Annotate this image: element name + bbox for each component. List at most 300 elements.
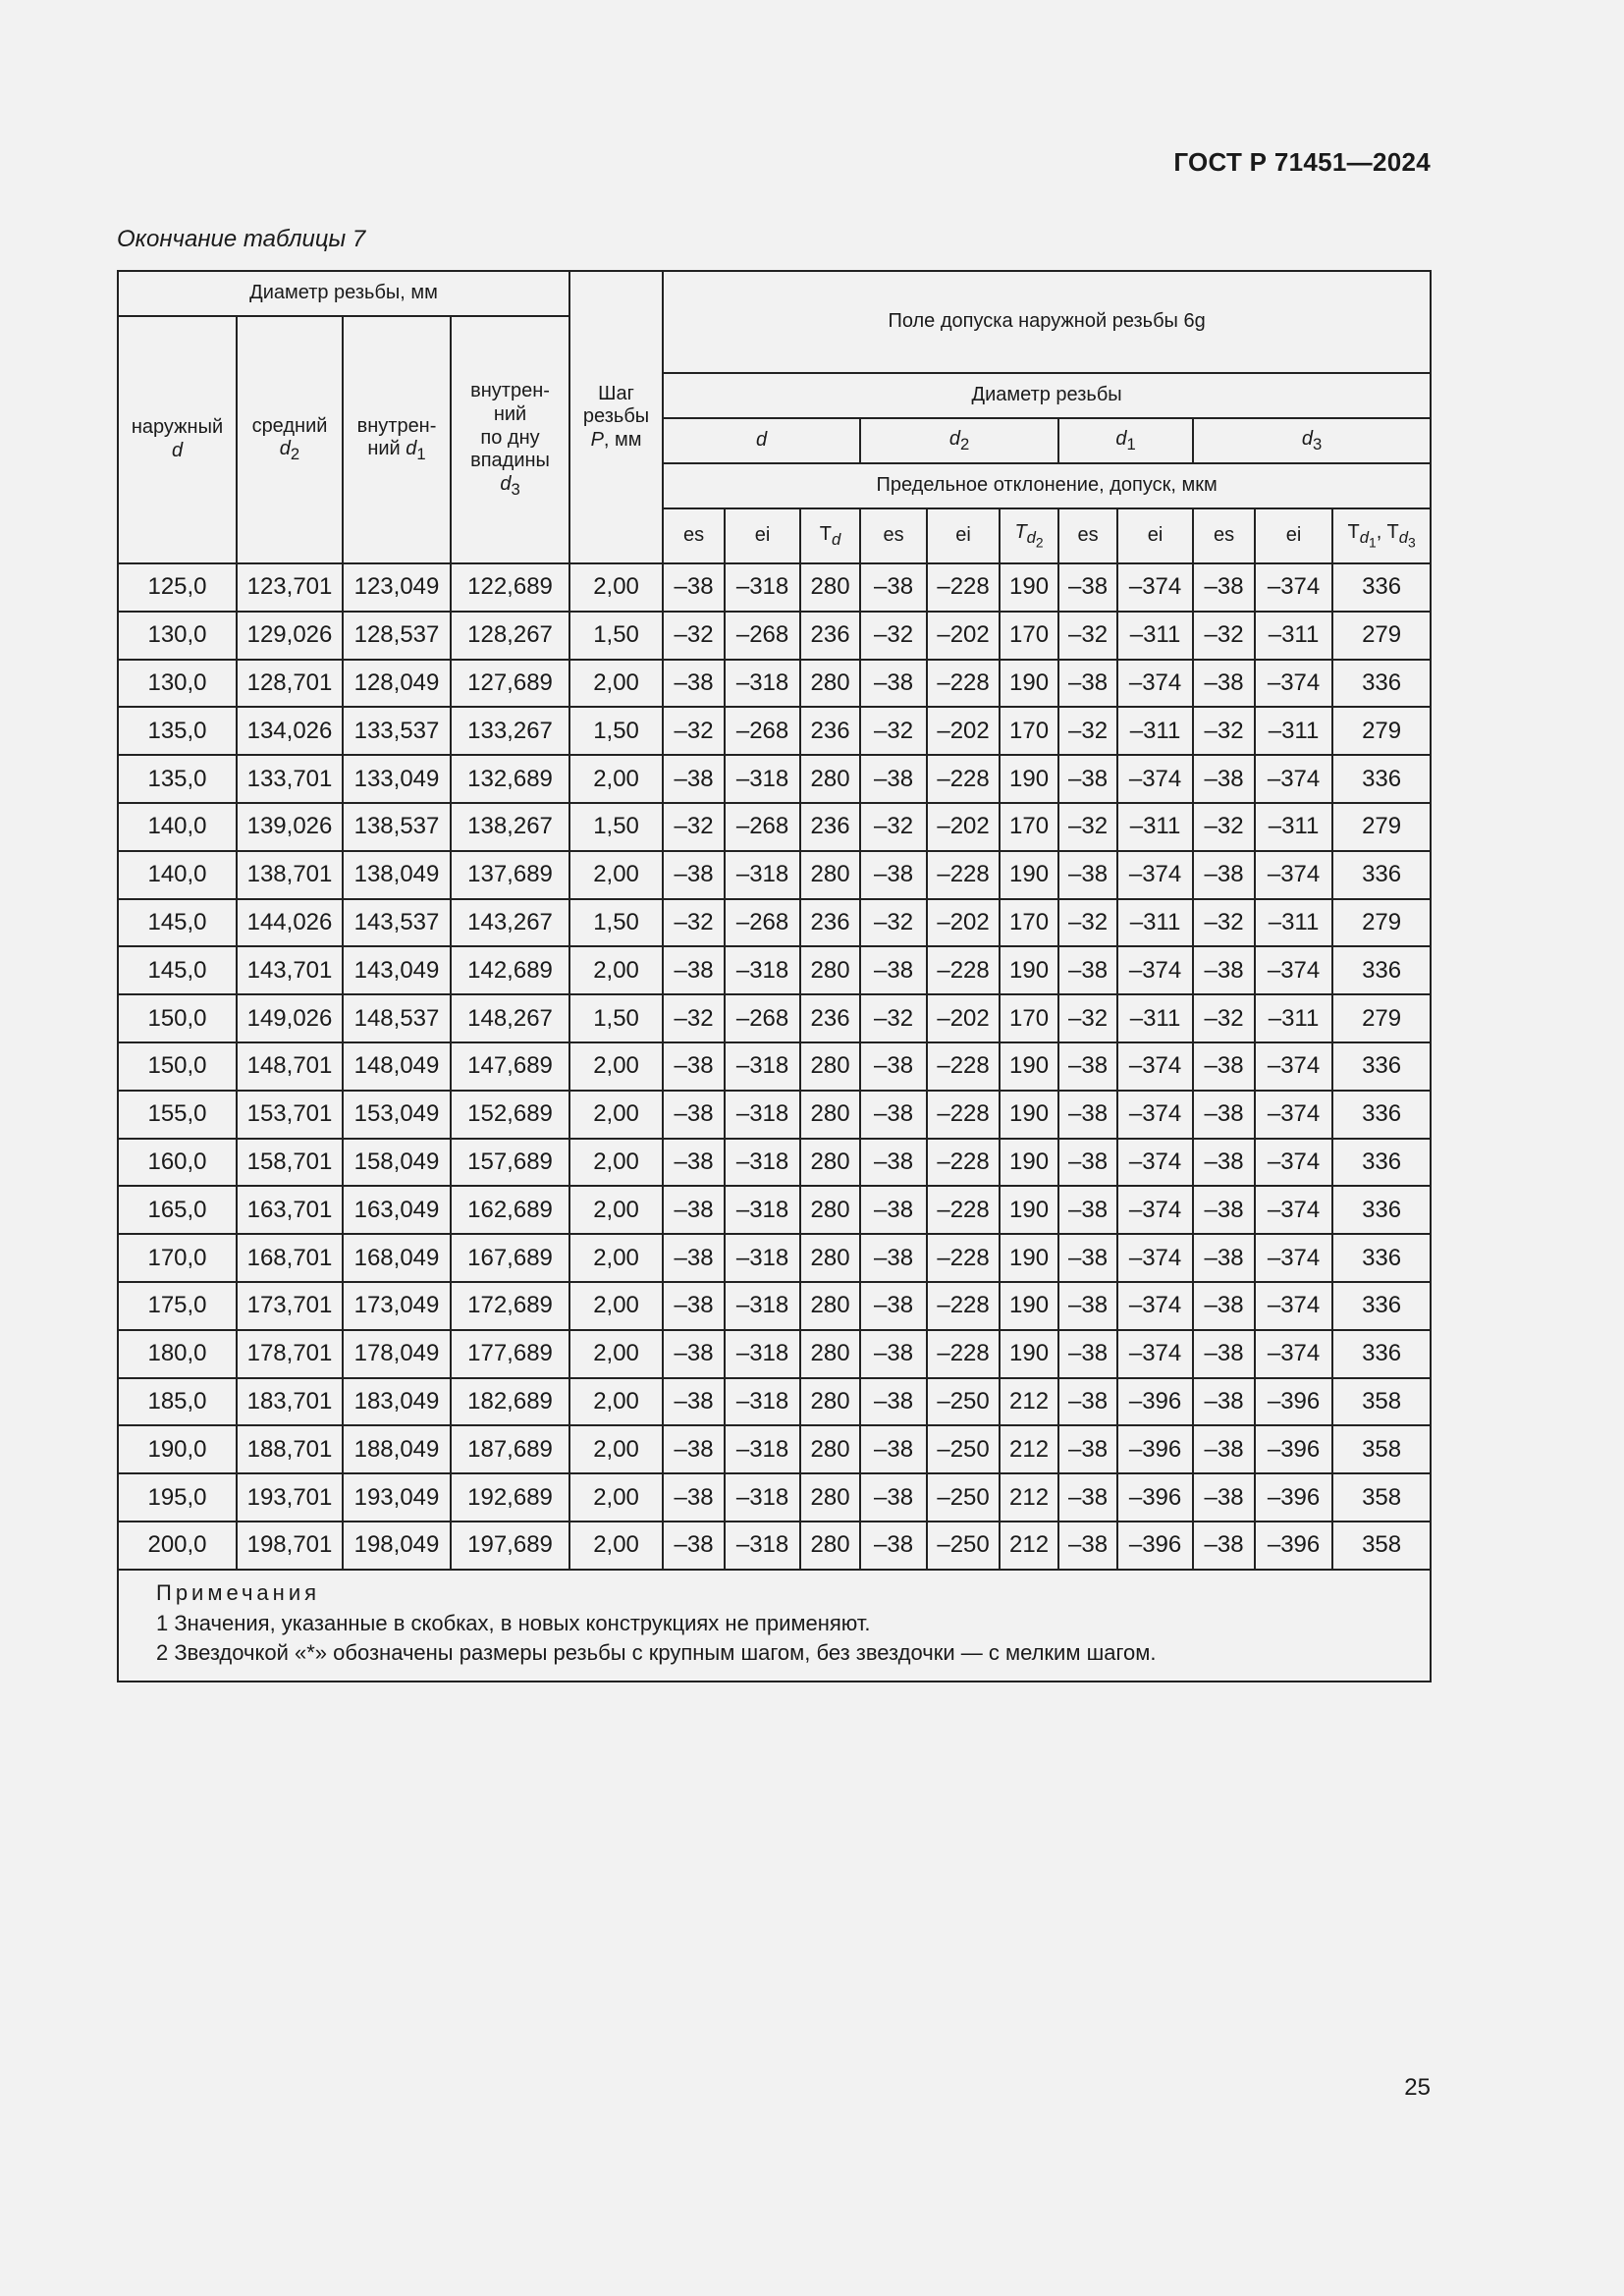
table-cell: 2,00 (569, 1425, 663, 1473)
table-cell: –374 (1117, 946, 1193, 994)
notes-block (118, 1570, 1431, 1682)
table-cell: –374 (1255, 1234, 1332, 1282)
table-cell: –374 (1117, 851, 1193, 899)
table-cell: –38 (663, 1186, 725, 1234)
table-cell: –38 (663, 1139, 725, 1187)
table-cell: 147,689 (451, 1042, 569, 1091)
table-cell: 336 (1332, 1139, 1431, 1187)
table-cell: –228 (927, 1330, 1000, 1378)
header-sub-d: d (663, 418, 860, 463)
table-cell: 2,00 (569, 946, 663, 994)
table-cell: –38 (1058, 851, 1117, 899)
table-row (118, 1186, 1431, 1234)
table-cell: 336 (1332, 946, 1431, 994)
table-cell: –38 (860, 563, 927, 612)
table-cell: 280 (800, 1378, 860, 1426)
table-cell: –396 (1117, 1473, 1193, 1522)
table-cell: 128,537 (343, 612, 451, 660)
table-cell: 280 (800, 1186, 860, 1234)
table-cell: –374 (1117, 1330, 1193, 1378)
table-cell: 190,0 (118, 1425, 237, 1473)
table-cell: –38 (860, 1425, 927, 1473)
table-cell: 130,0 (118, 660, 237, 708)
table-cell: –38 (1058, 1091, 1117, 1139)
table-cell: –38 (663, 755, 725, 803)
table-body (118, 563, 1431, 1570)
table-cell: 149,026 (237, 994, 343, 1042)
table-cell: 178,701 (237, 1330, 343, 1378)
table-cell: 280 (800, 1234, 860, 1282)
table-cell: –38 (860, 1186, 927, 1234)
table-cell: 1,50 (569, 612, 663, 660)
table-cell: 148,267 (451, 994, 569, 1042)
table-cell: 190 (1000, 851, 1058, 899)
header-Td2: $T_{d_2}$ (1000, 508, 1058, 563)
table-cell: 336 (1332, 1091, 1431, 1139)
table-cell: 132,689 (451, 755, 569, 803)
table-row (118, 660, 1431, 708)
table-cell: 128,049 (343, 660, 451, 708)
table-cell: 212 (1000, 1378, 1058, 1426)
table-cell: –374 (1255, 1042, 1332, 1091)
table-cell: 178,049 (343, 1330, 451, 1378)
table-cell: 167,689 (451, 1234, 569, 1282)
table-cell: 139,026 (237, 803, 343, 851)
table-cell: –38 (663, 1522, 725, 1570)
table-cell: –396 (1117, 1425, 1193, 1473)
table-caption: Окончание таблицы 7 (117, 226, 366, 252)
table-cell: 143,049 (343, 946, 451, 994)
table-cell: 150,0 (118, 1042, 237, 1091)
table-cell: –228 (927, 1139, 1000, 1187)
table-cell: –250 (927, 1522, 1000, 1570)
table-cell: 2,00 (569, 1091, 663, 1139)
table-cell: –374 (1255, 851, 1332, 899)
table-cell: 2,00 (569, 1282, 663, 1330)
table-cell: –38 (860, 660, 927, 708)
table-cell: –396 (1255, 1473, 1332, 1522)
table-cell: –38 (860, 1378, 927, 1426)
note-item: 1 Значения, указанные в скобках, в новых конструкциях не применяют. (156, 1610, 871, 1635)
header-inner-diameter: внутрен- ний $d_1$ (343, 316, 451, 563)
page-number: 25 (1404, 2074, 1431, 2101)
table-cell: –374 (1255, 1139, 1332, 1187)
header-es: es (860, 508, 927, 563)
table-cell: –396 (1255, 1378, 1332, 1426)
table-cell: –38 (860, 1234, 927, 1282)
table-cell: 140,0 (118, 851, 237, 899)
table-cell: –311 (1117, 994, 1193, 1042)
table-cell: 192,689 (451, 1473, 569, 1522)
table-cell: –228 (927, 755, 1000, 803)
table-cell: –318 (725, 1425, 800, 1473)
table-cell: 236 (800, 612, 860, 660)
table-cell: –318 (725, 1378, 800, 1426)
table-cell: 279 (1332, 899, 1431, 947)
table-cell: –32 (1193, 994, 1255, 1042)
table-cell: –228 (927, 946, 1000, 994)
table-cell: –374 (1255, 660, 1332, 708)
table-cell: –374 (1117, 1234, 1193, 1282)
table-cell: –396 (1255, 1522, 1332, 1570)
table-cell: –311 (1255, 803, 1332, 851)
table-cell: –311 (1255, 994, 1332, 1042)
table-cell: –228 (927, 563, 1000, 612)
table-cell: –32 (663, 707, 725, 755)
table-cell: –38 (663, 660, 725, 708)
table-cell: 170 (1000, 899, 1058, 947)
table-cell: –311 (1117, 803, 1193, 851)
table-cell: 127,689 (451, 660, 569, 708)
table-cell: –268 (725, 899, 800, 947)
table-cell: 279 (1332, 803, 1431, 851)
table-cell: –38 (663, 1091, 725, 1139)
table-cell: 280 (800, 1139, 860, 1187)
table-cell: 212 (1000, 1473, 1058, 1522)
table-cell: 198,701 (237, 1522, 343, 1570)
note-item: 2 Звездочкой «*» обозначены размеры резьбы с крупным шагом, без звездочки — с мелким шагом. (156, 1640, 1157, 1666)
table-cell: –38 (1193, 1186, 1255, 1234)
table-row (118, 1425, 1431, 1473)
header-tolerance-field: Поле допуска наружной резьбы 6g (663, 271, 1431, 373)
table-cell: 162,689 (451, 1186, 569, 1234)
table-cell: –32 (663, 612, 725, 660)
table-cell: –374 (1255, 946, 1332, 994)
table-cell: 190 (1000, 1042, 1058, 1091)
table-cell: 175,0 (118, 1282, 237, 1330)
table-cell: –38 (1058, 1330, 1117, 1378)
table-cell: 2,00 (569, 1330, 663, 1378)
header-inner-root-diameter: внутрен- ний по дну впадины $d_3$ (451, 316, 569, 563)
table-cell: –318 (725, 1139, 800, 1187)
table-cell: –396 (1255, 1425, 1332, 1473)
table-cell: –38 (1193, 1091, 1255, 1139)
table-cell: 168,049 (343, 1234, 451, 1282)
header-es: es (663, 508, 725, 563)
table-cell: 2,00 (569, 755, 663, 803)
table-cell: –38 (1058, 660, 1117, 708)
table-cell: –32 (1058, 803, 1117, 851)
table-row (118, 899, 1431, 947)
table-cell: –32 (860, 994, 927, 1042)
table-cell: 170,0 (118, 1234, 237, 1282)
table-cell: –228 (927, 851, 1000, 899)
table-cell: 133,267 (451, 707, 569, 755)
table-cell: 157,689 (451, 1139, 569, 1187)
table-cell: –318 (725, 1234, 800, 1282)
thread-tolerance-table (117, 270, 1432, 1682)
table-cell: 183,049 (343, 1378, 451, 1426)
table-cell: –318 (725, 1186, 800, 1234)
table-row (118, 1378, 1431, 1426)
header-ei: ei (725, 508, 800, 563)
notes-title: Примечания (156, 1579, 321, 1605)
table-cell: –228 (927, 1186, 1000, 1234)
table-cell: –374 (1117, 660, 1193, 708)
table-cell: –38 (1058, 946, 1117, 994)
table-row (118, 1042, 1431, 1091)
table-cell: 172,689 (451, 1282, 569, 1330)
table-cell: –374 (1117, 1042, 1193, 1091)
table-cell: 170 (1000, 612, 1058, 660)
table-cell: 2,00 (569, 660, 663, 708)
table-cell: –38 (860, 755, 927, 803)
table-cell: 280 (800, 1282, 860, 1330)
table-cell: 185,0 (118, 1378, 237, 1426)
table-cell: 142,689 (451, 946, 569, 994)
table-cell: 2,00 (569, 1186, 663, 1234)
table-cell: –374 (1255, 1282, 1332, 1330)
table-cell: 182,689 (451, 1378, 569, 1426)
table-cell: –32 (663, 994, 725, 1042)
table-cell: 180,0 (118, 1330, 237, 1378)
table-cell: 137,689 (451, 851, 569, 899)
table-cell: 190 (1000, 1186, 1058, 1234)
table-cell: 177,689 (451, 1330, 569, 1378)
table-cell: –38 (1058, 1042, 1117, 1091)
table-cell: –32 (1193, 707, 1255, 755)
table-cell: –38 (1193, 1378, 1255, 1426)
table-cell: –32 (663, 899, 725, 947)
table-cell: 143,701 (237, 946, 343, 994)
table-cell: 170 (1000, 803, 1058, 851)
table-cell: 336 (1332, 563, 1431, 612)
table-cell: 187,689 (451, 1425, 569, 1473)
table-cell: –202 (927, 994, 1000, 1042)
table-cell: –374 (1117, 1186, 1193, 1234)
table-cell: 280 (800, 946, 860, 994)
header-Td: $T_d$ (800, 508, 860, 563)
table-cell: –38 (663, 1042, 725, 1091)
table-cell: –311 (1255, 612, 1332, 660)
table-cell: 170 (1000, 707, 1058, 755)
table-cell: 212 (1000, 1425, 1058, 1473)
header-Td1-Td3: $T_{d_1}$, $T_{d_3}$ (1332, 508, 1431, 563)
table-cell: 165,0 (118, 1186, 237, 1234)
table-cell: –396 (1117, 1378, 1193, 1426)
table-cell: 190 (1000, 1330, 1058, 1378)
header-es: es (1058, 508, 1117, 563)
table-cell: –38 (663, 1378, 725, 1426)
table-cell: –228 (927, 1234, 1000, 1282)
table-cell: 190 (1000, 1234, 1058, 1282)
table-row (118, 1282, 1431, 1330)
table-cell: –318 (725, 851, 800, 899)
table-cell: 148,701 (237, 1042, 343, 1091)
table-cell: 153,049 (343, 1091, 451, 1139)
table-cell: –374 (1117, 1139, 1193, 1187)
table-cell: –202 (927, 612, 1000, 660)
table-cell: 193,049 (343, 1473, 451, 1522)
table-cell: –268 (725, 612, 800, 660)
table-cell: 123,049 (343, 563, 451, 612)
table-cell: –38 (1193, 660, 1255, 708)
header-deviation: Предельное отклонение, допуск, мкм (663, 463, 1431, 508)
table-cell: –318 (725, 660, 800, 708)
table-cell: 183,701 (237, 1378, 343, 1426)
table-cell: –32 (860, 612, 927, 660)
header-outer-diameter: наружный d (118, 316, 237, 563)
table-cell: 1,50 (569, 899, 663, 947)
table-cell: –38 (1193, 946, 1255, 994)
table-cell: –318 (725, 1473, 800, 1522)
table-cell: –38 (1193, 1139, 1255, 1187)
table-cell: –202 (927, 899, 1000, 947)
table-cell: 1,50 (569, 707, 663, 755)
table-cell: 236 (800, 707, 860, 755)
table-cell: 163,701 (237, 1186, 343, 1234)
table-cell: 358 (1332, 1378, 1431, 1426)
table-row (118, 1330, 1431, 1378)
table-cell: 280 (800, 851, 860, 899)
table-cell: 336 (1332, 660, 1431, 708)
table-cell: –38 (1193, 1473, 1255, 1522)
table-cell: –311 (1255, 899, 1332, 947)
header-ei: ei (1255, 508, 1332, 563)
table-cell: 153,701 (237, 1091, 343, 1139)
header-sub-d3: $d_3$ (1193, 418, 1431, 463)
table-cell: 145,0 (118, 899, 237, 947)
table-cell: –38 (860, 851, 927, 899)
table-cell: –38 (1193, 563, 1255, 612)
table-cell: –38 (1058, 755, 1117, 803)
table-cell: –32 (1058, 707, 1117, 755)
table-cell: –38 (663, 946, 725, 994)
table-row (118, 1091, 1431, 1139)
table-cell: 200,0 (118, 1522, 237, 1570)
table-cell: 336 (1332, 1234, 1431, 1282)
table-cell: 148,049 (343, 1042, 451, 1091)
table-cell: –38 (860, 1473, 927, 1522)
table-cell: 280 (800, 660, 860, 708)
table-cell: –32 (1058, 612, 1117, 660)
table-cell: 2,00 (569, 563, 663, 612)
table-cell: –32 (860, 899, 927, 947)
table-cell: 138,049 (343, 851, 451, 899)
table-cell: –32 (1193, 612, 1255, 660)
table-cell: –38 (1193, 1425, 1255, 1473)
table-cell: 336 (1332, 755, 1431, 803)
table-cell: –268 (725, 707, 800, 755)
table-cell: –228 (927, 1042, 1000, 1091)
table-cell: 158,049 (343, 1139, 451, 1187)
table-cell: –38 (860, 1282, 927, 1330)
header-sub-d1: $d_1$ (1058, 418, 1193, 463)
table-cell: 158,701 (237, 1139, 343, 1187)
table-cell: 2,00 (569, 1378, 663, 1426)
table-cell: 236 (800, 994, 860, 1042)
table-cell: 188,049 (343, 1425, 451, 1473)
table-cell: –38 (860, 1522, 927, 1570)
table-cell: –32 (1193, 803, 1255, 851)
table-cell: –38 (1058, 1378, 1117, 1426)
table-row (118, 755, 1431, 803)
table-cell: –38 (860, 1330, 927, 1378)
table-cell: 138,537 (343, 803, 451, 851)
table-cell: –38 (1058, 1522, 1117, 1570)
table-cell: –202 (927, 707, 1000, 755)
table-cell: –38 (1193, 1042, 1255, 1091)
table-cell: 236 (800, 899, 860, 947)
table-cell: –374 (1255, 755, 1332, 803)
table-cell: 190 (1000, 563, 1058, 612)
table-cell: –374 (1255, 1186, 1332, 1234)
table-cell: 198,049 (343, 1522, 451, 1570)
table-cell: –38 (663, 851, 725, 899)
header-mid-diameter: средний $d_2$ (237, 316, 343, 563)
table-cell: –38 (860, 1091, 927, 1139)
table-cell: 280 (800, 1425, 860, 1473)
table-cell: 135,0 (118, 707, 237, 755)
table-cell: –318 (725, 1330, 800, 1378)
table-cell: –374 (1117, 755, 1193, 803)
table-cell: –38 (860, 1042, 927, 1091)
table-cell: –311 (1117, 612, 1193, 660)
table-cell: –38 (860, 946, 927, 994)
table-cell: –250 (927, 1378, 1000, 1426)
table-cell: 1,50 (569, 994, 663, 1042)
table-cell: –396 (1117, 1522, 1193, 1570)
table-cell: 2,00 (569, 1234, 663, 1282)
table-cell: 358 (1332, 1473, 1431, 1522)
table-cell: –38 (1193, 851, 1255, 899)
table-cell: 133,049 (343, 755, 451, 803)
table-cell: 133,701 (237, 755, 343, 803)
table-cell: 195,0 (118, 1473, 237, 1522)
table-cell: –38 (663, 1282, 725, 1330)
table-cell: –374 (1117, 1091, 1193, 1139)
table-cell: 173,701 (237, 1282, 343, 1330)
table-cell: 190 (1000, 1091, 1058, 1139)
table-cell: –38 (1193, 755, 1255, 803)
table-cell: 236 (800, 803, 860, 851)
table-row (118, 563, 1431, 612)
table-row (118, 946, 1431, 994)
table-cell: 2,00 (569, 851, 663, 899)
table-cell: 134,026 (237, 707, 343, 755)
table-row (118, 1473, 1431, 1522)
table-cell: 190 (1000, 755, 1058, 803)
table-cell: 358 (1332, 1425, 1431, 1473)
table-cell: 145,0 (118, 946, 237, 994)
table-cell: –38 (1058, 1186, 1117, 1234)
table-row (118, 1139, 1431, 1187)
table-cell: –38 (1193, 1234, 1255, 1282)
header-es: es (1193, 508, 1255, 563)
table-cell: –374 (1117, 563, 1193, 612)
table-cell: –32 (860, 803, 927, 851)
table-cell: 150,0 (118, 994, 237, 1042)
table-cell: –318 (725, 1042, 800, 1091)
table-cell: 197,689 (451, 1522, 569, 1570)
table-cell: –38 (1193, 1522, 1255, 1570)
table-cell: –311 (1117, 707, 1193, 755)
table-cell: –311 (1255, 707, 1332, 755)
table-cell: –374 (1255, 1330, 1332, 1378)
table-cell: –268 (725, 803, 800, 851)
table-row (118, 803, 1431, 851)
table-cell: –38 (663, 1425, 725, 1473)
table-cell: –38 (1058, 563, 1117, 612)
table-cell: 279 (1332, 707, 1431, 755)
table-row (118, 1234, 1431, 1282)
table-cell: 133,537 (343, 707, 451, 755)
table-cell: 280 (800, 1473, 860, 1522)
header-diameter: Диаметр резьбы (663, 373, 1431, 418)
table-cell: –250 (927, 1425, 1000, 1473)
table-cell: –38 (663, 1234, 725, 1282)
table-cell: 1,50 (569, 803, 663, 851)
